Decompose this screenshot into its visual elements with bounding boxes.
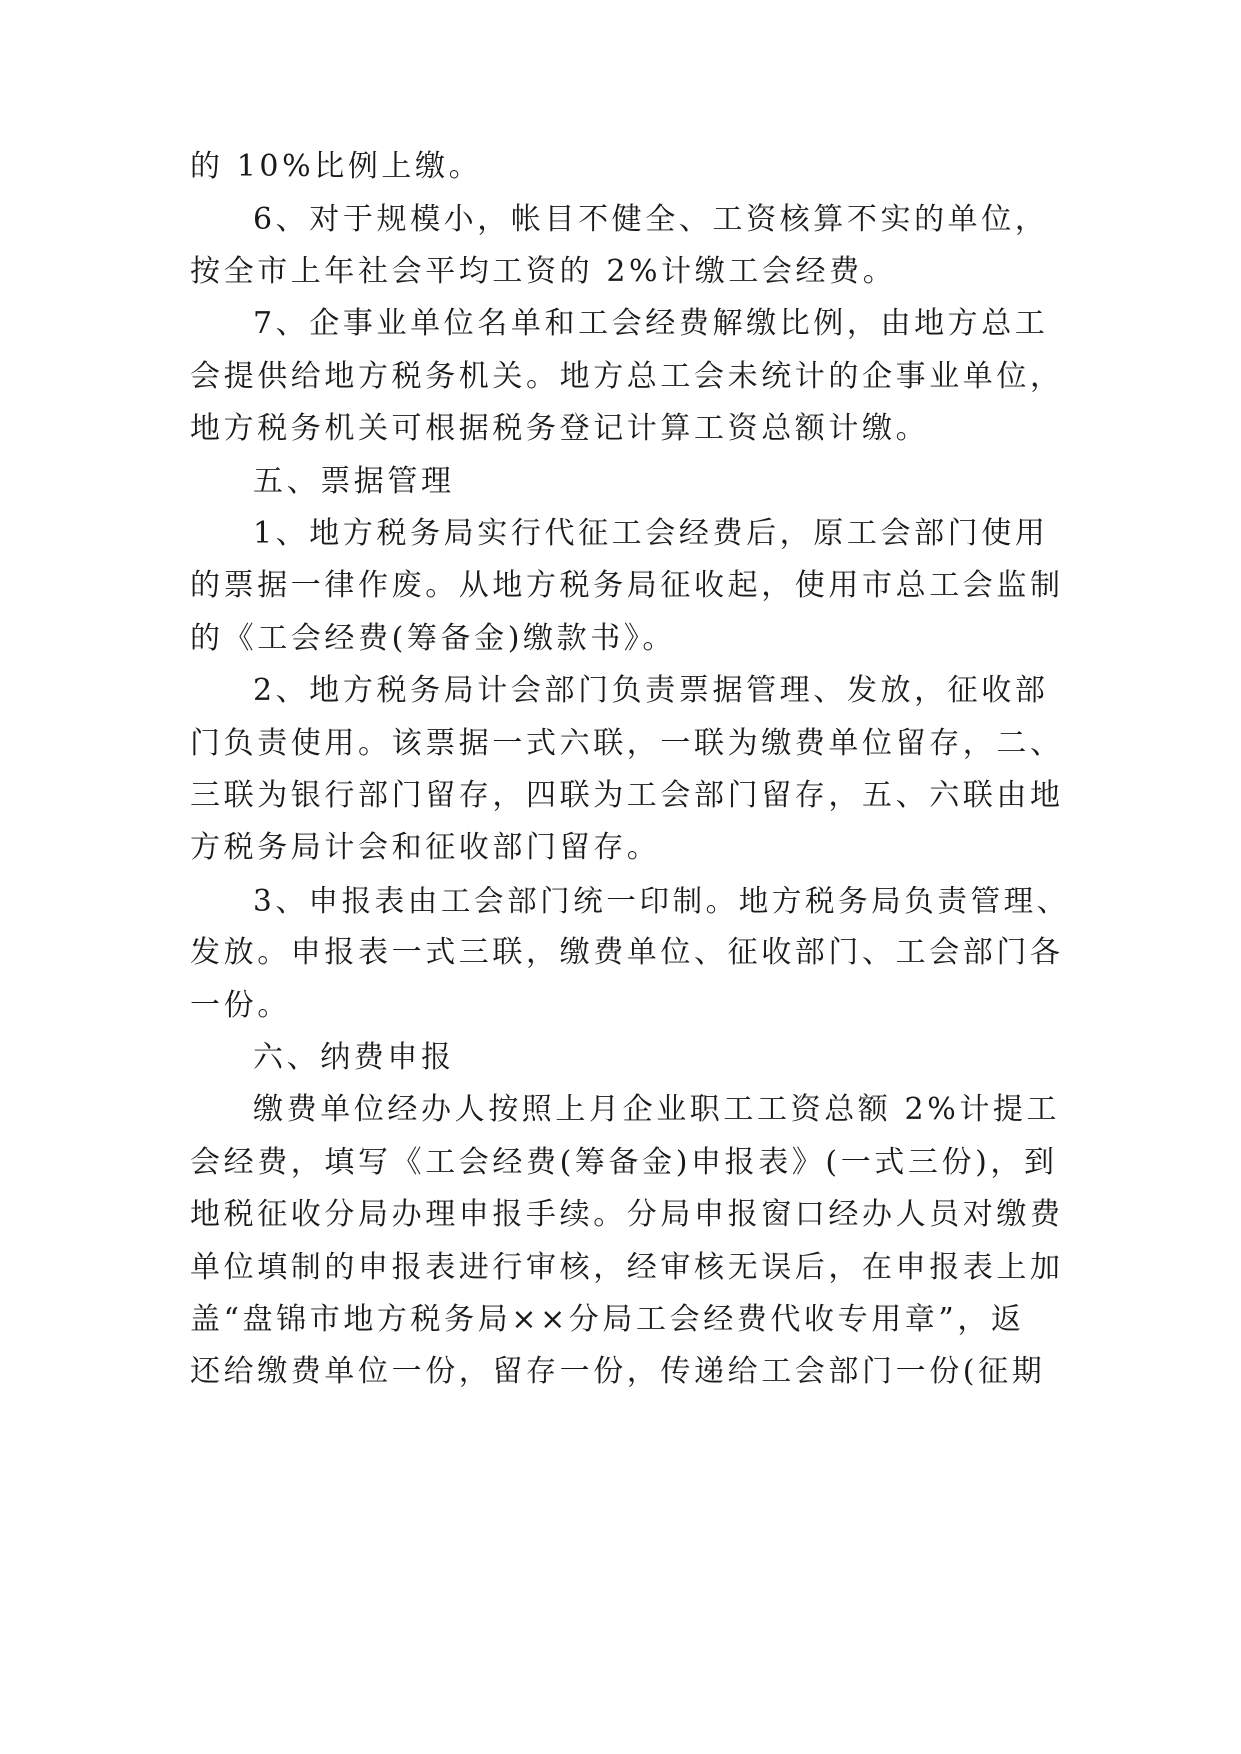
text-line: 的《工会经费(筹备金)缴款书》。 xyxy=(190,621,677,656)
paragraph-start: 3、申报表由工会部门统一印制。地方税务局负责管理、 xyxy=(253,884,1070,918)
text-line: 发放。申报表一式三联，缴费单位、征收部门、工会部门各 xyxy=(190,935,1064,970)
paragraph-start: 7、企事业单位名单和工会经费解缴比例，由地方总工 xyxy=(253,306,1049,341)
paragraph-start: 缴费单位经办人按照上月企业职工工资总额 2%计提工 xyxy=(253,1092,1061,1127)
text-line: 地税征收分局办理申报手续。分局申报窗口经办人员对缴费 xyxy=(190,1197,1064,1232)
text-line: 一份。 xyxy=(190,988,291,1023)
paragraph-start: 1、地方税务局实行代征工会经费后，原工会部门使用 xyxy=(253,516,1049,551)
text-line: 三联为银行部门留存，四联为工会部门留存，五、六联由地 xyxy=(190,778,1064,813)
text-line: 方税务局计会和征收部门留存。 xyxy=(190,830,661,865)
text-line: 的 10%比例上缴。 xyxy=(190,149,483,184)
paragraph-start: 2、地方税务局计会部门负责票据管理、发放，征收部 xyxy=(253,673,1049,708)
text-line: 门负责使用。该票据一式六联，一联为缴费单位留存，二、 xyxy=(190,726,1064,761)
section-heading: 六、纳费申报 xyxy=(253,1040,455,1075)
text-line: 的票据一律作废。从地方税务局征收起，使用市总工会监制 xyxy=(190,568,1064,603)
text-line: 单位填制的申报表进行审核，经审核无误后，在申报表上加 xyxy=(190,1250,1064,1285)
text-line: 按全市上年社会平均工资的 2%计缴工会经费。 xyxy=(190,254,897,289)
section-heading: 五、票据管理 xyxy=(253,464,455,499)
text-line: 会经费，填写《工会经费(筹备金)申报表》(一式三份)，到 xyxy=(190,1145,1058,1180)
text-line: 盖“盘锦市地方税务局××分局工会经费代收专用章”，返 xyxy=(190,1302,1025,1337)
text-line: 会提供给地方税务机关。地方总工会未统计的企事业单位， xyxy=(190,359,1064,394)
text-line: 还给缴费单位一份，留存一份，传递给工会部门一份(征期 xyxy=(190,1354,1046,1389)
text-line: 地方税务机关可根据税务登记计算工资总额计缴。 xyxy=(190,411,930,446)
paragraph-start: 6、对于规模小，帐目不健全、工资核算不实的单位， xyxy=(253,202,1049,237)
